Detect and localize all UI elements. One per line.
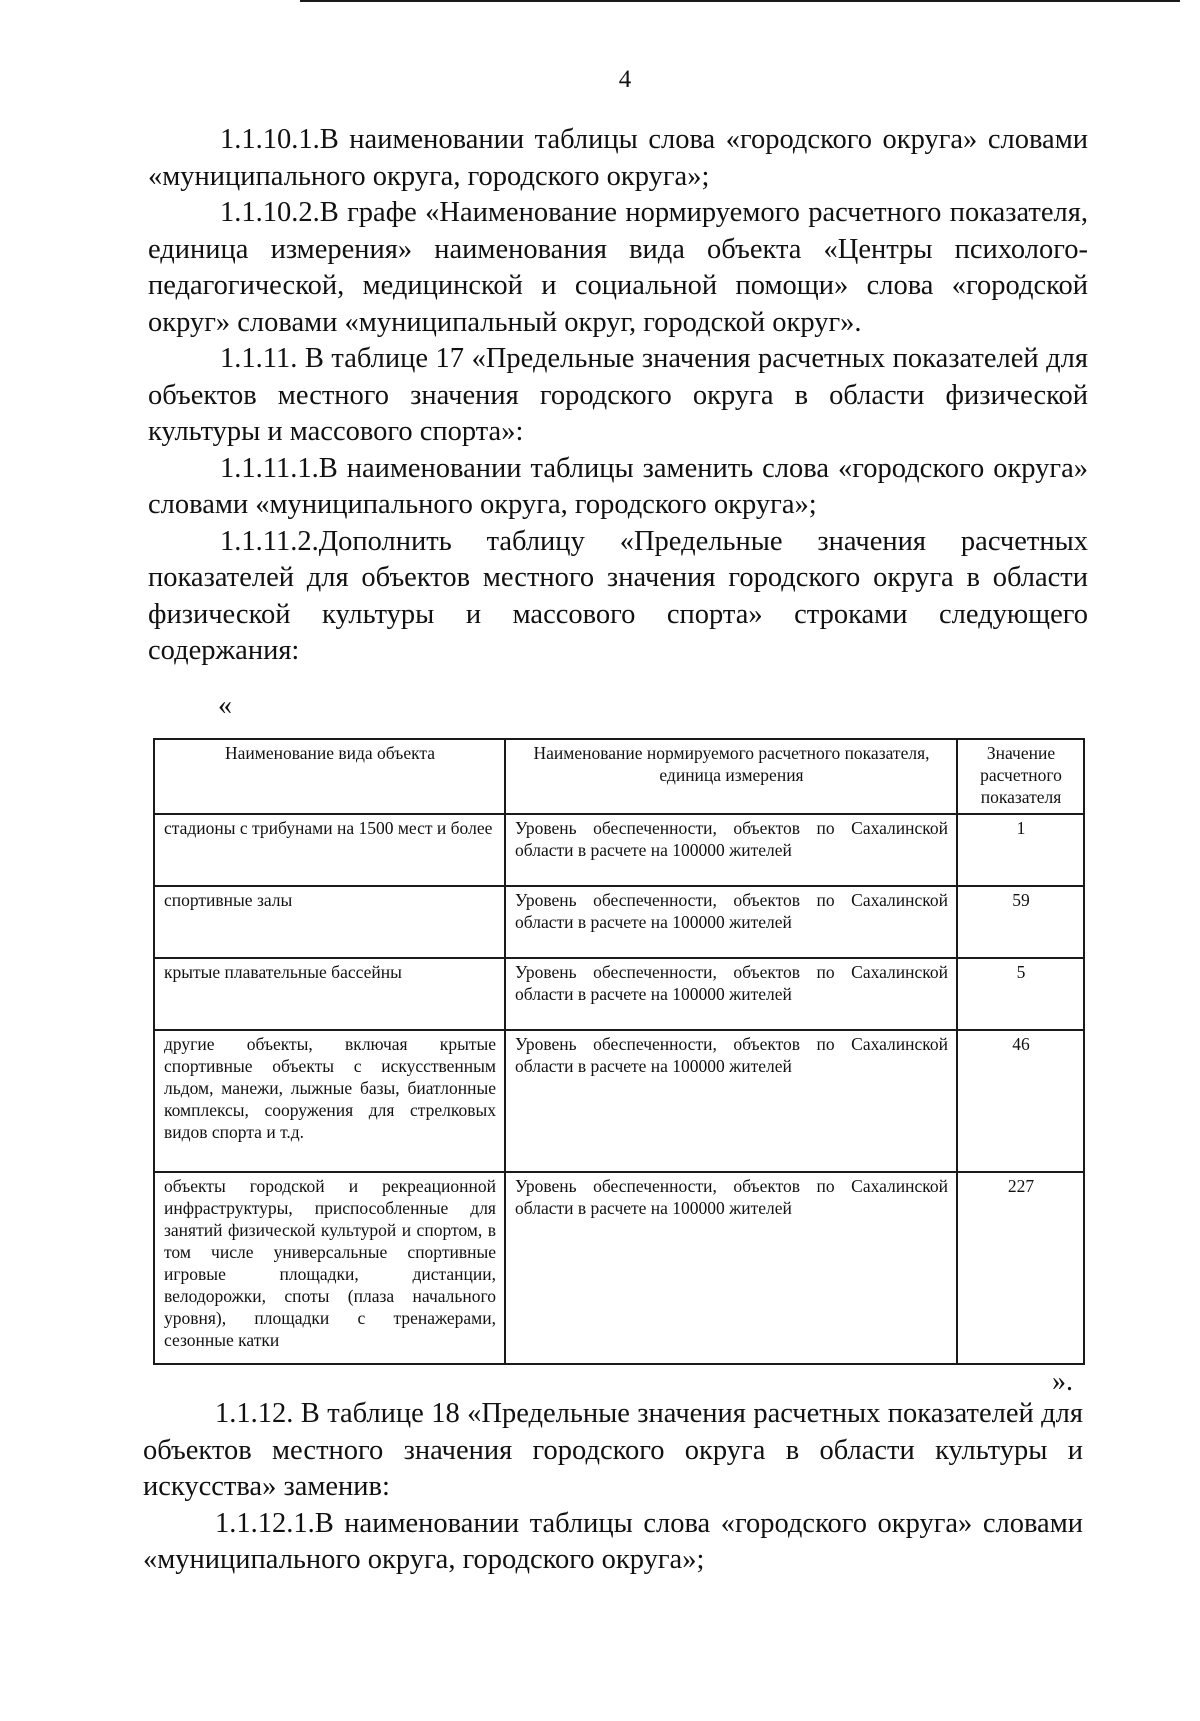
upper-text-block: [148, 122, 1088, 670]
cell-indicator: Уровень обеспеченности, объектов по Сахалинской области в расчете на 100000 жителей: [505, 886, 957, 958]
header-indicator: Наименование нормируемого расчетного показателя, единица измерения: [505, 739, 957, 814]
table-row: [154, 886, 1084, 958]
paragraph-1-1-12: 1.1.12. В таблице 18 «Предельные значения расчетных показателей для объектов местного значения городского округа в области культуры и искусства» заменив:: [143, 1398, 1083, 1502]
cell-indicator: Уровень обеспеченности, объектов по Сахалинской области в расчете на 100000 жителей: [505, 1172, 957, 1364]
table-row: [154, 1030, 1084, 1172]
paragraph-1-1-11-1: 1.1.11.1.В наименовании таблицы заменить слова «городского округа» словами «муниципального округа, городского округа»;: [148, 452, 1088, 520]
table-row: [154, 958, 1084, 1030]
close-quote: ».: [1052, 1366, 1073, 1397]
cell-indicator: Уровень обеспеченности, объектов по Сахалинской области в расчете на 100000 жителей: [505, 1030, 957, 1172]
cell-object-type: крытые плавательные бассейны: [154, 958, 505, 1030]
cell-object-type: спортивные залы: [154, 886, 505, 958]
cell-indicator: Уровень обеспеченности, объектов по Сахалинской области в расчете на 100000 жителей: [505, 958, 957, 1030]
cell-object-type: другие объекты, включая крытые спортивные объекты с искусственным льдом, манежи, лыжные базы, биатлонные комплексы, сооружения для стрелковых видов спорта и т.д.: [154, 1030, 505, 1172]
cell-object-type: объекты городской и рекреационной инфраструктуры, приспособленные для занятий физической культурой и спортом, в том числе универсальные спортивные игровые площадки, дистанции, велодорожки, споты (плаза начального уровня), площадки с тренажерами, сезонные катки: [154, 1172, 505, 1364]
paragraph-1-1-11-2: 1.1.11.2.Дополнить таблицу «Предельные значения расчетных показателей для объектов местного значения городского округа в области физической культуры и массового спорта» строками следующего содержания:: [148, 525, 1088, 666]
header-value: Значение расчетного показателя: [957, 739, 1084, 814]
cell-object-type: стадионы с трибунами на 1500 мест и более: [154, 814, 505, 886]
page-number: 4: [618, 66, 632, 93]
open-quote: «: [218, 690, 232, 721]
sports-facilities-table: [153, 738, 1085, 1365]
cell-value: 227: [957, 1172, 1084, 1364]
cell-value: 46: [957, 1030, 1084, 1172]
table-row: [154, 814, 1084, 886]
cell-value: 59: [957, 886, 1084, 958]
paragraph-1-1-12-1: 1.1.12.1.В наименовании таблицы слова «городского округа» словами «муниципального округа, городского округа»;: [143, 1507, 1083, 1575]
header-object-type: Наименование вида объекта: [154, 739, 505, 814]
cell-indicator: Уровень обеспеченности, объектов по Сахалинской области в расчете на 100000 жителей: [505, 814, 957, 886]
cell-value: 5: [957, 958, 1084, 1030]
paragraph-1-1-11: 1.1.11. В таблице 17 «Предельные значения расчетных показателей для объектов местного значения городского округа в области физической культуры и массового спорта»:: [148, 343, 1088, 447]
lower-text-block: [143, 1396, 1083, 1579]
table-row: [154, 1172, 1084, 1364]
top-rule: [300, 0, 1180, 2]
paragraph-1-1-10-2: 1.1.10.2.В графе «Наименование нормируемого расчетного показателя, единица измерения» наименования вида объекта «Центры психолого-педагогической, медицинской и социальной помощи» слова «городской округ» словами «муниципальный округ, городской округ».: [148, 197, 1088, 338]
cell-value: 1: [957, 814, 1084, 886]
table-header-row: [154, 739, 1084, 814]
paragraph-1-1-10-1: 1.1.10.1.В наименовании таблицы слова «городского округа» словами «муниципального округа, городского округа»;: [148, 124, 1088, 192]
